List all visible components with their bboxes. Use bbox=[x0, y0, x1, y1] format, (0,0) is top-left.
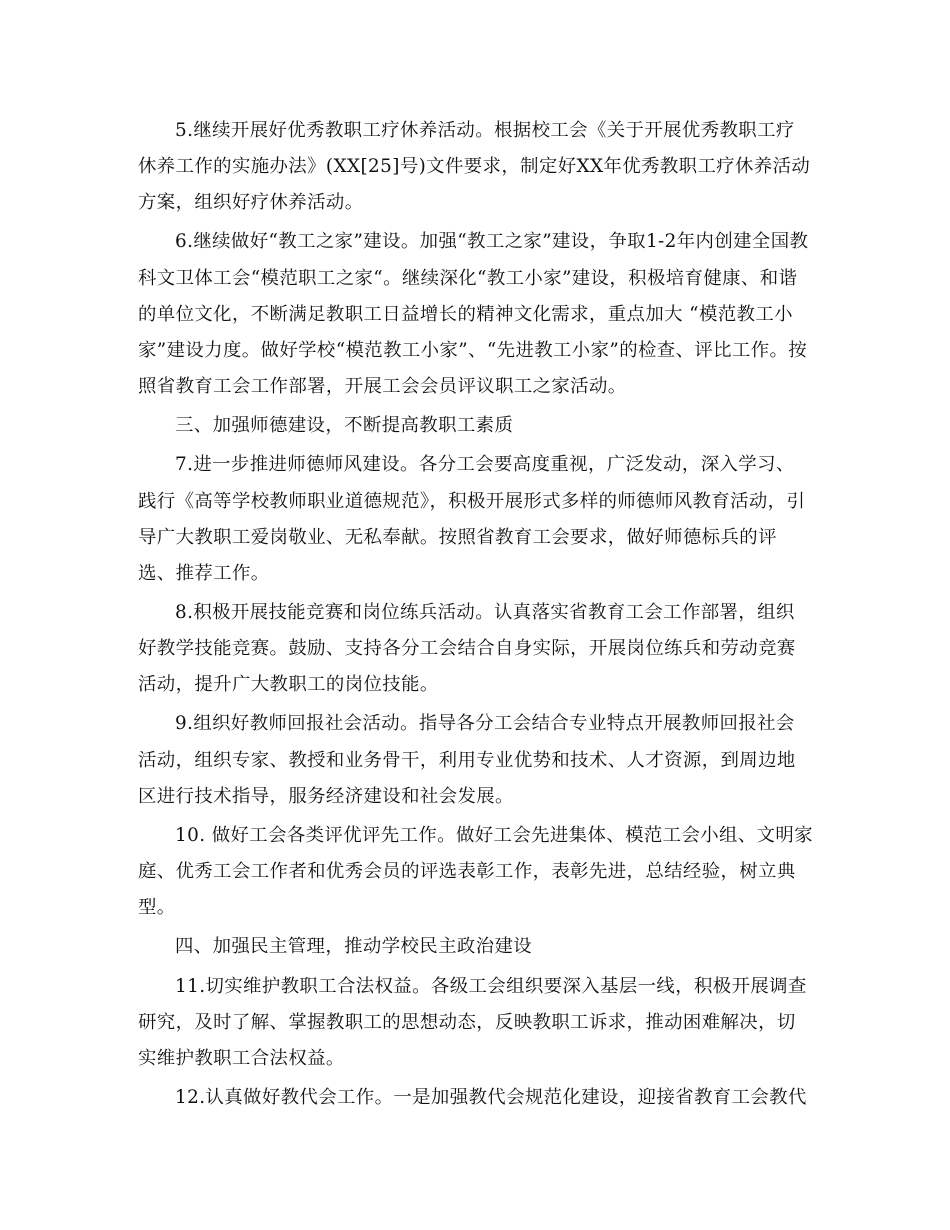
paragraph-item-6: 6.继续做好“教工之家”建设。加强“教工之家”建设，争取1-2年内创建全国教科文卫体工会“模范职工之家“。继续深化“教工小家”建设，积极培育健康、和谐的单位文化，不断满足教职工日益增长的精神文化需求，重点加大 “模范教工小家”建设力度。做好学校“模范教工小家”、“先进教工小家”的检查、评比工作。按照省教育工会工作部署，开展工会会员评议职工之家活动。 bbox=[138, 231, 809, 397]
paragraph-item-11: 11.切实维护教职工合法权益。各级工会组织要深入基层一线，积极开展调查研究，及时了解、掌握教职工的思想动态，反映教职工诉求，推动困难解决，切实维护教职工合法权益。 bbox=[138, 975, 807, 1069]
section-heading-3: 三、加强师德建设，不断提高教职工素质 bbox=[175, 415, 514, 437]
paragraph-item-10: 10. 做好工会各类评优评先工作。做好工会先进集体、模范工会小组、文明家庭、优秀工会工作者和优秀会员的评选表彰工作，表彰先进，总结经验，树立典型。 bbox=[138, 824, 813, 919]
paragraph-item-9: 9.组织好教师回报社会活动。指导各分工会结合专业特点开展教师回报社会活动，组织专家、教授和业务骨干，利用专业优势和技术、人才资源，到周边地区进行技术指导，服务经济建设和社会发展。 bbox=[138, 713, 796, 807]
paragraph-item-8: 8.积极开展技能竞赛和岗位练兵活动。认真落实省教育工会工作部署，组织好教学技能竞赛。鼓励、支持各分工会结合自身实际，开展岗位练兵和劳动竞赛活动，提升广大教职工的岗位技能。 bbox=[138, 601, 796, 696]
paragraph-item-12: 12.认真做好教代会工作。一是加强教代会规范化建设，迎接省教育工会教代 bbox=[175, 1087, 807, 1109]
paragraph-item-7: 7.进一步推进师德师风建设。各分工会要高度重视，广泛发动，深入学习、践行《高等学校教师职业道德规范》，积极开展形式多样的师德师风教育活动，引导广大教职工爱岗敬业、无私奉献。按照省教育工会要求，做好师德标兵的评选、推荐工作。 bbox=[138, 454, 806, 584]
document-body bbox=[138, 113, 813, 1119]
section-heading-4: 四、加强民主管理，推动学校民主政治建设 bbox=[175, 936, 533, 958]
paragraph-item-5: 5.继续开展好优秀教职工疗休养活动。根据校工会《关于开展优秀教职工疗休养工作的实施办法》(XX[25]号)文件要求，制定好XX年优秀教职工疗休养活动方案，组织好疗休养活动。 bbox=[138, 120, 811, 214]
